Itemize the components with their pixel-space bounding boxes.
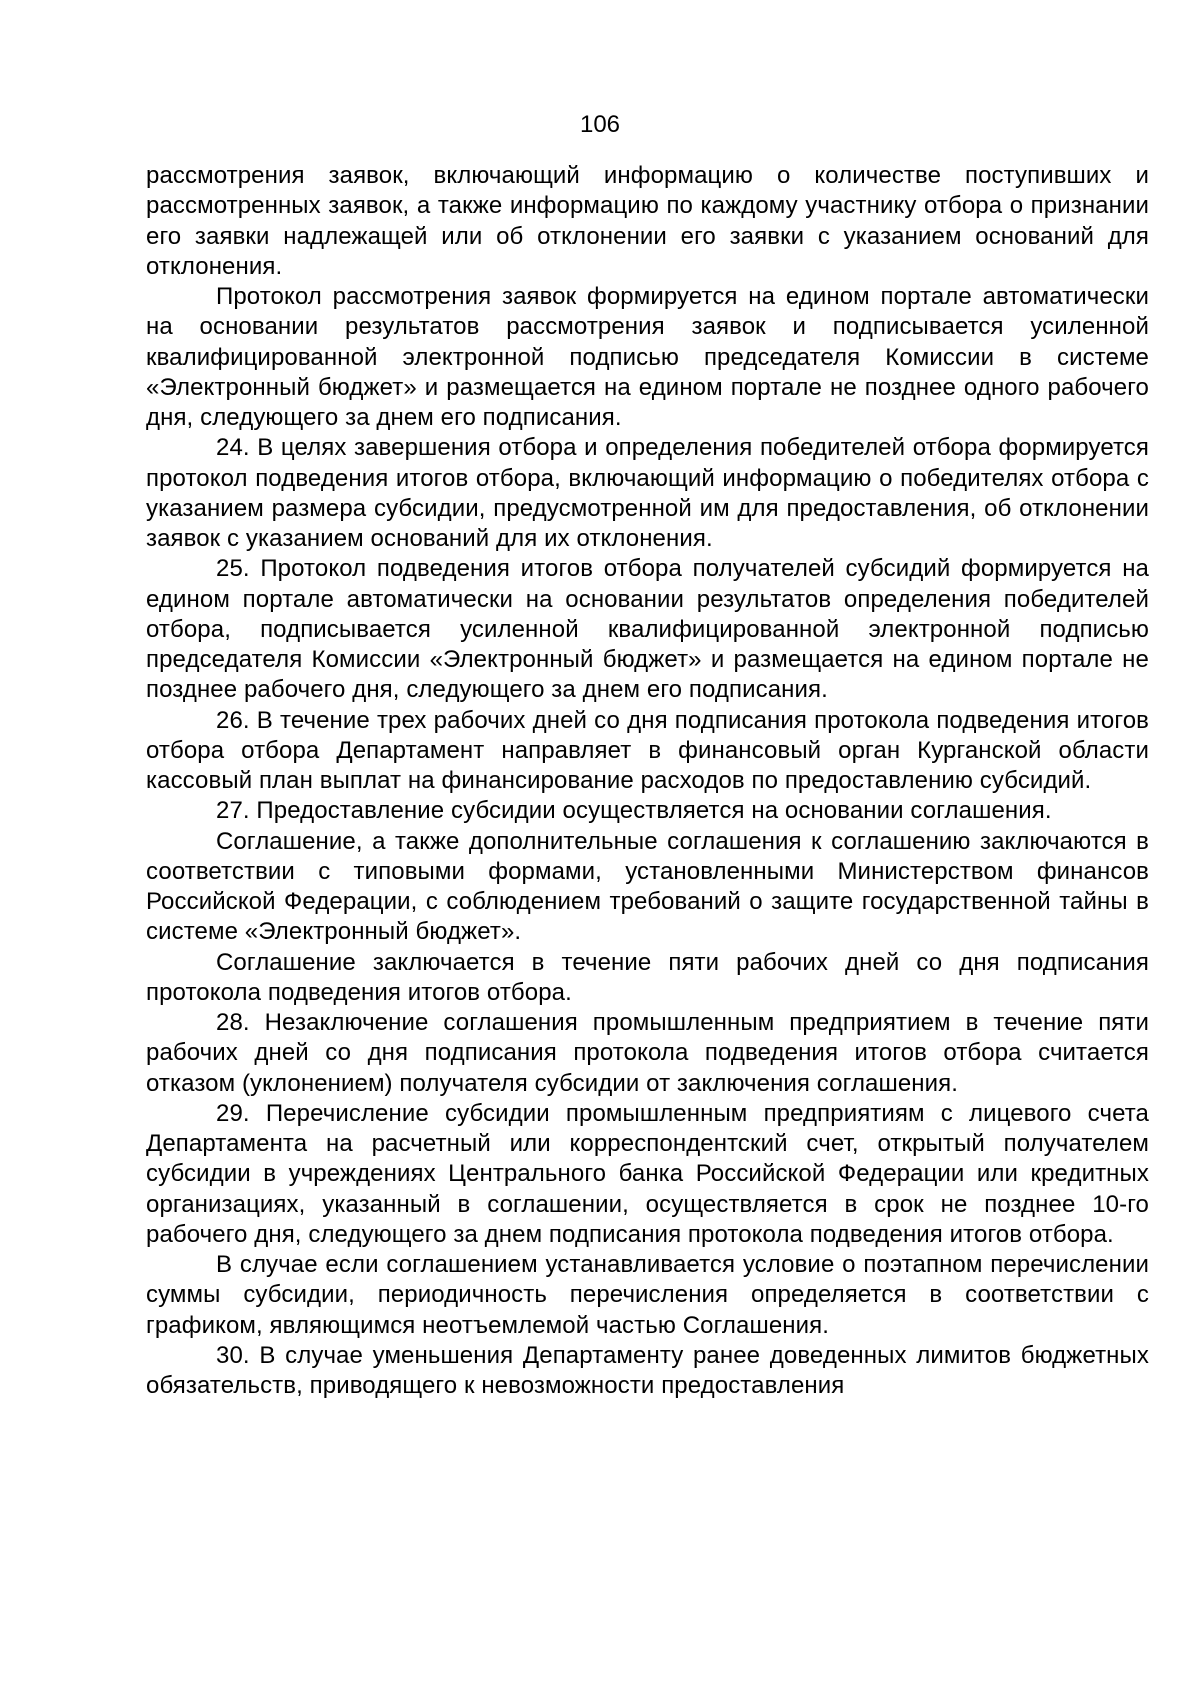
paragraph-item-24: 24. В целях завершения отбора и определения победителей отбора формируется протокол подведения итогов отбора, включающий информацию о победителях отбора с указанием размера субсидии, предусмотренной им для предоставления, об отклонении заявок с указанием оснований для их отклонения.	[146, 434, 1149, 552]
paragraph-item-30: 30. В случае уменьшения Департаменту ранее доведенных лимитов бюджетных обязательств, приводящего к невозможности предоставления	[146, 1341, 1149, 1399]
paragraph-item-25: 25. Протокол подведения итогов отбора получателей субсидий формируется на едином портале автоматически на основании результатов определения победителей отбора, подписывается усиленной квалифицированной электронной подписью председателя Комиссии «Электронный бюджет» и размещается на едином портале не позднее рабочего дня, следующего за днем его подписания.	[146, 555, 1149, 704]
paragraph-continuation: рассмотрения заявок, включающий информацию о количестве поступивших и рассмотренных заявок, а также информацию по каждому участнику отбора о признании его заявки надлежащей или об отклонении его заявки с указанием оснований для отклонения.	[146, 162, 1149, 280]
document-body	[146, 161, 1149, 1401]
paragraph-staged-transfer: В случае если соглашением устанавливается условие о поэтапном перечислении суммы субсидии, периодичность перечисления определяется в соответствии с графиком, являющимся неотъемлемой частью Соглашения.	[146, 1251, 1149, 1339]
page-number: 106	[579, 111, 621, 138]
paragraph-agreement-forms: Соглашение, а также дополнительные соглашения к соглашению заключаются в соответствии с типовыми формами, установленными Министерством финансов Российской Федерации, с соблюдением требований о защите государственной тайны в системе «Электронный бюджет».	[146, 827, 1149, 946]
paragraph-agreement-deadline: Соглашение заключается в течение пяти рабочих дней со дня подписания протокола подведения итогов отбора.	[146, 948, 1149, 1006]
paragraph-protocol-review: Протокол рассмотрения заявок формируется на едином портале автоматически на основании результатов рассмотрения заявок и подписывается усиленной квалифицированной электронной подписью председателя Комиссии в системе «Электронный бюджет» и размещается на едином портале не позднее одного рабочего дня, следующего за днем его подписания.	[146, 283, 1149, 431]
paragraph-item-28: 28. Незаключение соглашения промышленным предприятием в течение пяти рабочих дней со дня подписания протокола подведения итогов отбора считается отказом (уклонением) получателя субсидии от заключения соглашения.	[146, 1009, 1149, 1097]
paragraph-item-26: 26. В течение трех рабочих дней со дня подписания протокола подведения итогов отбора отбора Департамент направляет в финансовый орган Курганской области кассовый план выплат на финансирование расходов по предоставлению субсидий.	[146, 706, 1149, 794]
paragraph-item-27: 27. Предоставление субсидии осуществляется на основании соглашения.	[216, 797, 1052, 825]
paragraph-item-29: 29. Перечисление субсидии промышленным предприятиям с лицевого счета Департамента на расчетный или корреспондентский счет, открытый получателем субсидии в учреждениях Центрального банка Российской Федерации или кредитных организациях, указанный в соглашении, осуществляется в срок не позднее 10-го рабочего дня, следующего за днем подписания протокола подведения итогов отбора.	[146, 1099, 1149, 1248]
